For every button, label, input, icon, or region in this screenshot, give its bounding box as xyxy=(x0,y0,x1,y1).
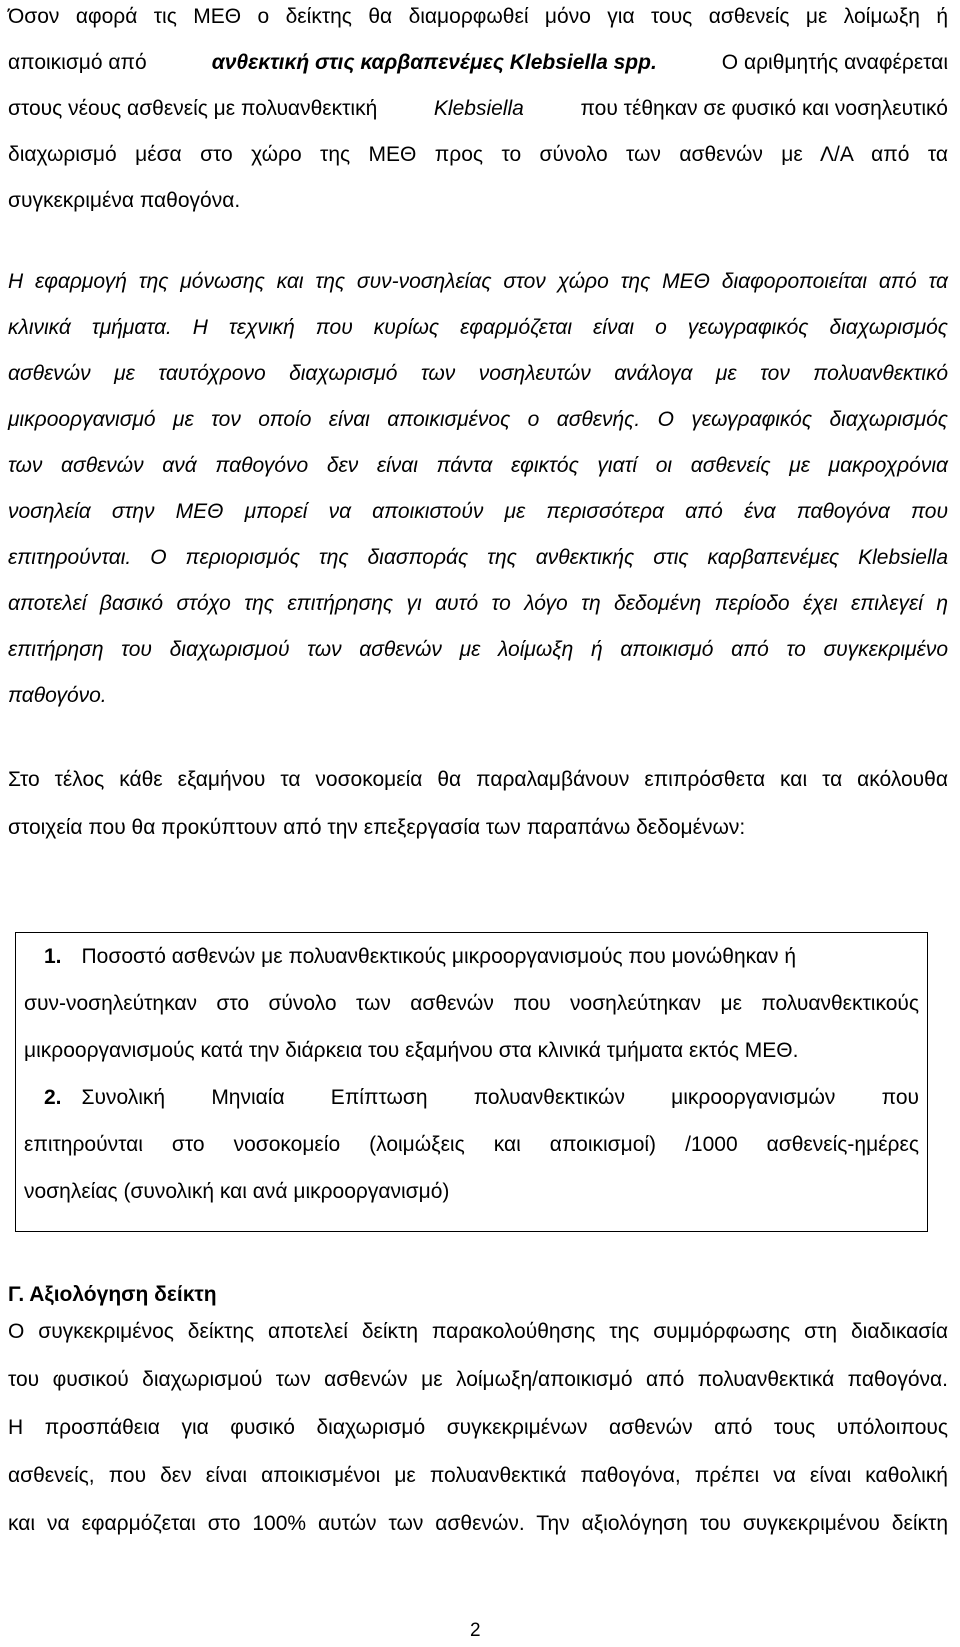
text: συγκεκριμένα παθογόνα. xyxy=(8,189,241,212)
paragraph-isolation xyxy=(8,267,948,727)
text-line xyxy=(8,267,948,313)
text: Ο συγκεκριμένος δείκτης αποτελεί δείκτη παρακολούθησης της συμμόρφωσης στη διαδικασία xyxy=(8,1320,948,1343)
list-item-1-line xyxy=(24,933,919,980)
list-item-2-line xyxy=(24,1074,919,1121)
text: του φυσικού διαχωρισμού των ασθενών με λοίμωξη/αποικισμό από πολυανθεκτικά παθογόνα. xyxy=(8,1368,948,1391)
text: στους νέους ασθενείς με πολυανθεκτική xyxy=(8,97,384,120)
text-line xyxy=(24,1168,919,1215)
text-line xyxy=(8,813,948,861)
text: στοιχεία που θα προκύπτουν από την επεξεργασία των παραπάνω δεδομένων: xyxy=(8,816,746,839)
text-line xyxy=(24,1121,919,1168)
text-line xyxy=(8,359,948,405)
text: μικροοργανισμούς κατά την διάρκεια του εξαμήνου στα κλινικά τμήματα εκτός ΜΕΘ. xyxy=(24,1039,799,1062)
text-line xyxy=(8,1365,948,1413)
text-line xyxy=(8,405,948,451)
text: νοσηλείας (συνολική και ανά μικροοργανισμό) xyxy=(24,1180,450,1203)
text: επιτηρούνται. Ο περιορισμός της διασποράς της ανθεκτικής στις καρβαπενέμες Klebsiella xyxy=(8,546,948,569)
text: ασθενείς, που δεν είναι αποικισμένοι με πολυανθεκτικά παθογόνα, πρέπει να είναι καθολική xyxy=(8,1464,948,1487)
emphasis-text: ανθεκτική στις καρβαπενέμες Klebsiella spp. xyxy=(211,51,657,74)
text: συν-νοσηλεύτηκαν στο σύνολο των ασθενών που νοσηλεύτηκαν με πολυανθεκτικούς xyxy=(24,992,919,1015)
text: Η προσπάθεια για φυσικό διαχωρισμό συγκεκριμένων ασθενών από τους υπόλοιπους xyxy=(8,1416,948,1439)
text: επιτηρούνται στο νοσοκομείο (λοιμώξεις και αποικισμοί) /1000 ασθενείς-ημέρες xyxy=(24,1133,919,1156)
text-line xyxy=(8,681,948,727)
text: και να εφαρμόζεται στο 100% αυτών των ασθενών. Την αξιολόγηση του συγκεκριμένου δείκτη xyxy=(8,1512,948,1535)
text-line xyxy=(24,980,919,1027)
page-number: 2 xyxy=(470,1620,481,1641)
text: Στο τέλος κάθε εξαμήνου τα νοσοκομεία θα παραλαμβάνουν επιπρόσθετα και τα ακόλουθα xyxy=(8,768,948,791)
text: Όσον αφορά τις ΜΕΘ ο δείκτης θα διαμορφωθεί μόνο για τους ασθενείς με λοίμωξη ή xyxy=(8,5,948,28)
text: κλινικά τμήματα. Η τεχνική που κυρίως εφαρμόζεται είναι ο γεωγραφικός διαχωρισμός xyxy=(8,316,948,339)
text-line xyxy=(8,2,948,48)
text: ασθενών με ταυτόχρονο διαχωρισμό των νοσηλευτών ανάλογα με τον πολυανθεκτικό xyxy=(8,362,948,385)
text-line xyxy=(8,1461,948,1509)
text-line xyxy=(8,1317,948,1365)
text: Ο αριθμητής αναφέρεται xyxy=(715,51,948,74)
section-heading: Γ. Αξιολόγηση δείκτη xyxy=(8,1283,217,1306)
text: αποικισμό από xyxy=(8,51,153,74)
text: νοσηλεία στην ΜΕΘ μπορεί να αποικιστούν με περισσότερα από ένα παθογόνα που xyxy=(8,500,948,523)
text-line xyxy=(8,48,948,94)
text: παθογόνο. xyxy=(8,684,107,707)
text-line xyxy=(8,497,948,543)
paragraph-semester-data xyxy=(8,765,948,861)
paragraph-evaluation xyxy=(8,1317,948,1557)
text: επιτήρηση του διαχωρισμού των ασθενών με λοίμωξη ή αποικισμό από το συγκεκριμένο xyxy=(8,638,948,661)
text-line xyxy=(8,451,948,497)
list-number: 1. xyxy=(44,945,62,968)
text-line xyxy=(8,1413,948,1461)
text-line xyxy=(8,635,948,681)
text-line xyxy=(8,186,948,232)
text: μικροοργανισμό με τον οποίο είναι αποικισμένος ο ασθενής. Ο γεωγραφικός διαχωρισμός xyxy=(8,408,948,431)
list-number: 2. xyxy=(44,1086,62,1109)
text-line xyxy=(8,140,948,186)
text-line xyxy=(8,765,948,813)
text-line xyxy=(8,313,948,359)
text: των ασθενών ανά παθογόνο δεν είναι πάντα εφικτός γιατί οι ασθενείς με μακροχρόνια xyxy=(8,454,948,477)
text-line xyxy=(8,589,948,635)
text-line xyxy=(8,1509,948,1557)
text: Συνολική Μηνιαία Επίπτωση πολυανθεκτικών μικροοργανισμών που xyxy=(81,1086,919,1109)
text-line xyxy=(8,543,948,589)
numbered-list-box xyxy=(15,932,928,1232)
text-line xyxy=(24,1027,919,1074)
text: διαχωρισμό μέσα στο χώρο της ΜΕΘ προς το σύνολο των ασθενών με Λ/Α από τα xyxy=(8,143,948,166)
text: αποτελεί βασικό στόχο της επιτήρησης γι αυτό το λόγο τη δεδομένη περίοδο έχει επιλεγεί η xyxy=(8,592,948,615)
paragraph-icu-indicator xyxy=(8,2,948,232)
text: που τέθηκαν σε φυσικό και νοσηλευτικό xyxy=(574,97,948,120)
text-line xyxy=(8,94,948,140)
text: Ποσοστό ασθενών με πολυανθεκτικούς μικροοργανισμούς που μονώθηκαν ή xyxy=(81,945,797,968)
text: Η εφαρμογή της μόνωσης και της συν-νοσηλείας στον χώρο της ΜΕΘ διαφοροποιείται από τα xyxy=(8,270,948,293)
italic-text: Klebsiella xyxy=(433,97,524,120)
